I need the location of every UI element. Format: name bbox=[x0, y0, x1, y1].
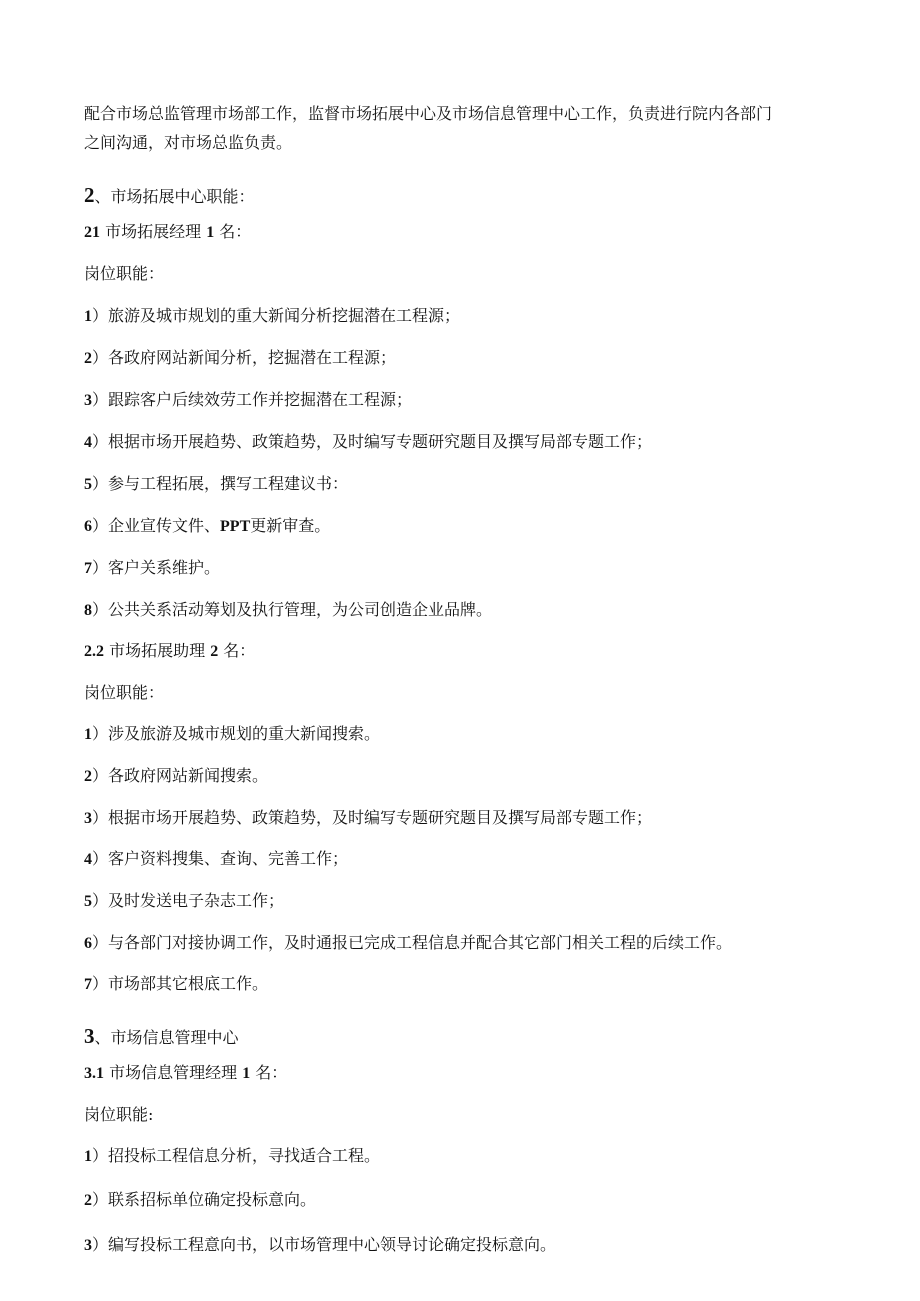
subsection-title: 市场信息管理经理 bbox=[109, 1063, 238, 1082]
list-item bbox=[84, 891, 284, 912]
item-text: ）客户资料搜集、查询、完善工作； bbox=[92, 849, 349, 868]
item-number: 7 bbox=[84, 976, 92, 993]
subsection-number: 3.1 bbox=[84, 1065, 104, 1082]
list-item bbox=[84, 516, 330, 537]
headcount-suffix: 名： bbox=[219, 222, 252, 241]
list-item bbox=[84, 1146, 380, 1167]
item-number: 2 bbox=[84, 768, 92, 785]
list-item bbox=[84, 849, 348, 870]
list-item bbox=[84, 808, 652, 829]
item-number: 1 bbox=[84, 1148, 92, 1165]
headcount-suffix: 名： bbox=[223, 641, 256, 660]
list-item bbox=[84, 1190, 316, 1211]
item-number: 1 bbox=[84, 308, 92, 325]
intro-line-2: 之间沟通，对市场总监负责。 bbox=[84, 133, 293, 152]
item-number: 8 bbox=[84, 602, 92, 619]
item-number: 3 bbox=[84, 810, 92, 827]
item-text: ）根据市场开展趋势、政策趋势，及时编写专题研究题目及撰写局部专题工作； bbox=[92, 432, 653, 451]
headcount: 1 bbox=[206, 224, 215, 241]
subsection-number: 21 bbox=[84, 224, 100, 241]
section-number: 3 bbox=[84, 1024, 95, 1048]
list-item bbox=[84, 974, 268, 995]
duty-label: 岗位职能: bbox=[84, 1105, 154, 1124]
list-item bbox=[84, 766, 268, 787]
item-text: ）招投标工程信息分析，寻找适合工程。 bbox=[92, 1146, 381, 1165]
item-text: ）客户关系维护。 bbox=[92, 558, 221, 577]
item-text: ）根据市场开展趋势、政策趋势，及时编写专题研究题目及撰写局部专题工作； bbox=[92, 808, 653, 827]
item-text: ）与各部门对接协调工作，及时通报已完成工程信息并配合其它部门相关工程的后续工作。 bbox=[92, 933, 733, 952]
item-text: ）编写投标工程意向书，以市场管理中心领导讨论确定投标意向。 bbox=[92, 1235, 557, 1254]
item-number: 4 bbox=[84, 434, 92, 451]
item-text: ）各政府网站新闻搜索。 bbox=[92, 766, 269, 785]
item-text: ）市场部其它根底工作。 bbox=[92, 974, 269, 993]
item-number: 4 bbox=[84, 851, 92, 868]
subsection-title: 市场拓展经理 bbox=[105, 222, 202, 241]
item-number: 5 bbox=[84, 893, 92, 910]
subsection-2-1-heading bbox=[84, 222, 251, 243]
section-title: 、市场信息管理中心 bbox=[94, 1028, 239, 1047]
item-number: 6 bbox=[84, 518, 92, 535]
item-number: 2 bbox=[84, 350, 92, 367]
section-3-heading bbox=[84, 1026, 239, 1048]
list-item bbox=[84, 724, 380, 745]
list-item bbox=[84, 348, 396, 369]
list-item bbox=[84, 558, 220, 579]
subsection-title: 市场拓展助理 bbox=[109, 641, 206, 660]
list-item bbox=[84, 933, 732, 954]
list-item bbox=[84, 432, 652, 453]
item-text: ）企业宣传文件、 bbox=[92, 516, 221, 535]
item-text: ）参与工程拓展，撰写工程建议书： bbox=[92, 474, 349, 493]
subsection-2-2-heading bbox=[84, 641, 255, 662]
item-number: 7 bbox=[84, 560, 92, 577]
item-text: ）公共关系活动筹划及执行管理，为公司创造企业品牌。 bbox=[92, 600, 493, 619]
headcount: 1 bbox=[242, 1065, 251, 1082]
section-number: 2 bbox=[84, 183, 95, 207]
subsection-3-1-heading bbox=[84, 1063, 287, 1084]
duty-label: 岗位职能： bbox=[84, 683, 165, 702]
list-item bbox=[84, 306, 460, 327]
headcount: 2 bbox=[210, 643, 219, 660]
item-number: 3 bbox=[84, 1237, 92, 1254]
item-text: ）涉及旅游及城市规划的重大新闻搜索。 bbox=[92, 724, 381, 743]
item-text: 更新审查。 bbox=[250, 516, 331, 535]
item-text: ）跟踪客户后续效劳工作并挖掘潜在工程源； bbox=[92, 390, 413, 409]
item-text: ）及时发送电子杂志工作； bbox=[92, 891, 285, 910]
section-2-heading bbox=[84, 185, 255, 207]
subsection-number: 2.2 bbox=[84, 643, 104, 660]
item-number: 5 bbox=[84, 476, 92, 493]
item-text: ）旅游及城市规划的重大新闻分析挖掘潜在工程源； bbox=[92, 306, 461, 325]
item-number: 2 bbox=[84, 1192, 92, 1209]
list-item bbox=[84, 1235, 556, 1256]
headcount-suffix: 名： bbox=[255, 1063, 288, 1082]
item-text: ）联系招标单位确定投标意向。 bbox=[92, 1190, 317, 1209]
list-item bbox=[84, 390, 412, 411]
list-item bbox=[84, 600, 492, 621]
intro-line-1: 配合市场总监管理市场部工作，监督市场拓展中心及市场信息管理中心工作，负责进行院内各部门 bbox=[84, 104, 773, 123]
duty-label: 岗位职能： bbox=[84, 264, 165, 283]
item-number: 1 bbox=[84, 726, 92, 743]
item-number: 3 bbox=[84, 392, 92, 409]
item-text: ）各政府网站新闻分析，挖掘潜在工程源； bbox=[92, 348, 397, 367]
item-number: 6 bbox=[84, 935, 92, 952]
list-item bbox=[84, 474, 348, 495]
section-title: 、市场拓展中心职能： bbox=[94, 187, 255, 206]
item-bold-term: PPT bbox=[220, 518, 251, 535]
